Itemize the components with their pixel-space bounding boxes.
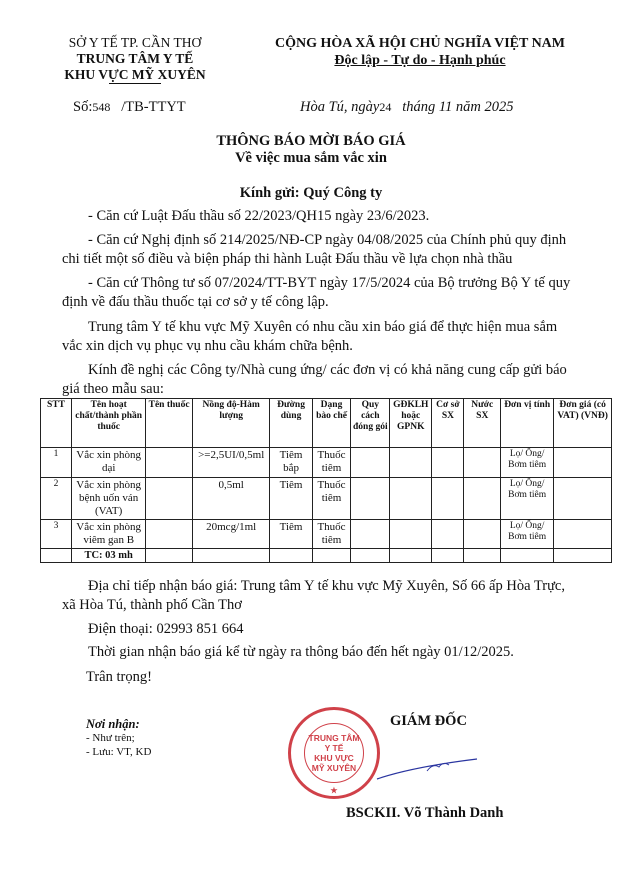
basis-3: - Căn cứ Thông tư số 07/2024/TT-BYT ngày 17/5/2024 của Bộ trưởng Bộ Y tế quy: [88, 275, 571, 291]
cell: Lọ/ Ống/ Bơm tiêm: [501, 520, 554, 549]
divider: [109, 83, 161, 84]
cell: [554, 520, 612, 549]
request: Kính đề nghị các Công ty/Nhà cung ứng/ các đơn vị có khả năng cung cấp gửi báo: [88, 362, 567, 378]
cell: 0,5ml: [192, 478, 270, 520]
purpose: Trung tâm Y tế khu vực Mỹ Xuyên có nhu cầu xin báo giá để thực hiện mua sắm: [88, 319, 558, 335]
col-country: Nước SX: [464, 399, 501, 448]
recipient: - Lưu: VT, KD: [86, 746, 152, 758]
cell: [351, 520, 390, 549]
cell: Tiêm: [270, 520, 312, 549]
recipients: [86, 717, 151, 759]
unit-name-1: TRUNG TÂM Y TẾ: [76, 51, 194, 66]
motto: Độc lập - Tự do - Hạnh phúc: [334, 53, 506, 68]
cell: [146, 478, 193, 520]
purpose-cont: vắc xin dịch vụ phục vụ nhu cầu khám chữa bệnh.: [62, 338, 353, 354]
seal-center: TRUNG TÂM Y TẾ KHU VỰC MỸ XUYÊN: [304, 723, 364, 783]
table-row: [41, 448, 612, 478]
request-cont: giá theo mẫu sau:: [62, 381, 164, 397]
cell: Tiêm bắp: [270, 448, 312, 478]
number-value: 548: [92, 100, 111, 114]
cell: [432, 520, 464, 549]
national-header: [240, 35, 600, 69]
date-suffix: tháng 11 năm 2025: [402, 99, 514, 115]
signer-title: GIÁM ĐỐC: [390, 713, 467, 729]
address-cont: xã Hòa Tú, thành phố Cần Thơ: [62, 597, 242, 613]
col-drug-name: Tên thuốc: [146, 399, 193, 448]
cell: [41, 549, 72, 563]
document-title: [0, 133, 622, 167]
quotation-table: [40, 398, 612, 563]
agency-name: SỞ Y TẾ TP. CẦN THƠ: [68, 35, 202, 50]
col-ingredient: Tên hoạt chất/thành phần thuốc: [72, 399, 146, 448]
phone: Điện thoại: 02993 851 664: [88, 621, 244, 637]
cell: [146, 448, 193, 478]
col-price: Đơn giá (có VAT) (VNĐ): [554, 399, 612, 448]
cell: [432, 448, 464, 478]
cell: [351, 448, 390, 478]
title-main: THÔNG BÁO MỜI BÁO GIÁ: [216, 133, 406, 149]
col-manufacturer: Cơ sở SX: [432, 399, 464, 448]
cell: Thuốc tiêm: [312, 478, 351, 520]
cell: 1: [41, 448, 72, 478]
cell: [390, 520, 432, 549]
col-packaging: Quy cách đóng gói: [351, 399, 390, 448]
cell: [464, 478, 501, 520]
col-unit: Đơn vị tính: [501, 399, 554, 448]
number-label: Số:: [73, 99, 93, 115]
lower-section: [0, 398, 622, 843]
document-number: [73, 98, 186, 117]
cell: Thuốc tiêm: [312, 520, 351, 549]
basis-1: - Căn cứ Luật Đấu thầu số 22/2023/QH15 ngày 23/6/2023.: [88, 208, 430, 224]
signer-name: BSCKII. Võ Thành Danh: [346, 805, 504, 821]
basis-3-cont: định về đấu thầu thuốc tại cơ sở y tế công lập.: [62, 294, 329, 310]
cell: [390, 448, 432, 478]
signature-stroke: [372, 753, 482, 783]
cell: 2: [41, 478, 72, 520]
cell: Thuốc tiêm: [312, 448, 351, 478]
cell: [554, 448, 612, 478]
date-day: 24: [379, 100, 392, 114]
col-stt: STT: [41, 399, 72, 448]
col-concentration: Nồng độ-Hàm lượng: [192, 399, 270, 448]
cell: [146, 520, 193, 549]
unit-name-2: KHU VỰC MỸ XUYÊN: [64, 67, 206, 82]
date-prefix: Hòa Tú, ngày: [300, 99, 380, 115]
cell: Vắc xin phòng dại: [72, 448, 146, 478]
cell: 20mcg/1ml: [192, 520, 270, 549]
col-route: Đường dùng: [270, 399, 312, 448]
cell: [464, 448, 501, 478]
col-registration: GĐKLH hoặc GPNK: [390, 399, 432, 448]
salutation: Kính gửi: Quý Công ty: [239, 185, 383, 201]
recipient: - Như trên;: [86, 732, 135, 744]
cell: [464, 520, 501, 549]
cell: Lọ/ Ống/ Bơm tiêm: [501, 448, 554, 478]
place-date: [300, 98, 514, 117]
cell: [390, 478, 432, 520]
deadline: Thời gian nhận báo giá kể từ ngày ra thông báo đến hết ngày 01/12/2025.: [88, 644, 514, 660]
signature-block: [0, 713, 622, 843]
cell: Vắc xin phòng viêm gan B: [72, 520, 146, 549]
table-header-row: [41, 399, 612, 448]
cell: Vắc xin phòng bệnh uốn ván (VAT): [72, 478, 146, 520]
title-sub: Về việc mua sắm vắc xin: [235, 150, 387, 166]
number-suffix: /TB-TTYT: [121, 99, 186, 115]
official-seal: [288, 707, 380, 799]
basis-2: - Căn cứ Nghị định số 214/2025/NĐ-CP ngày 04/08/2025 của Chính phủ quy định: [88, 232, 567, 248]
cell: >=2,5UI/0,5ml: [192, 448, 270, 478]
cell: Tiêm: [270, 478, 312, 520]
regards: Trân trọng!: [86, 669, 152, 685]
table-total-row: [41, 549, 612, 563]
cell: 3: [41, 520, 72, 549]
cell: [554, 478, 612, 520]
table-row: [41, 478, 612, 520]
col-form: Dạng bào chế: [312, 399, 351, 448]
country-name: CỘNG HÒA XÃ HỘI CHỦ NGHĨA VIỆT NAM: [274, 36, 565, 51]
cell: [351, 478, 390, 520]
cell: Lọ/ Ống/ Bơm tiêm: [501, 478, 554, 520]
address: Địa chỉ tiếp nhận báo giá: Trung tâm Y tế khu vực Mỹ Xuyên, Số 66 ấp Hòa Trực,: [88, 578, 565, 594]
seal-star: ★: [330, 786, 338, 795]
table-row: [41, 520, 612, 549]
total-cell: TC: 03 mh: [72, 549, 146, 563]
recipients-label: Nơi nhận:: [86, 717, 140, 731]
issuing-agency: [40, 35, 230, 84]
basis-2-cont: chi tiết một số điều và biện pháp thi hành Luật Đấu thầu về lựa chọn nhà thầu: [62, 251, 513, 267]
cell: [432, 478, 464, 520]
